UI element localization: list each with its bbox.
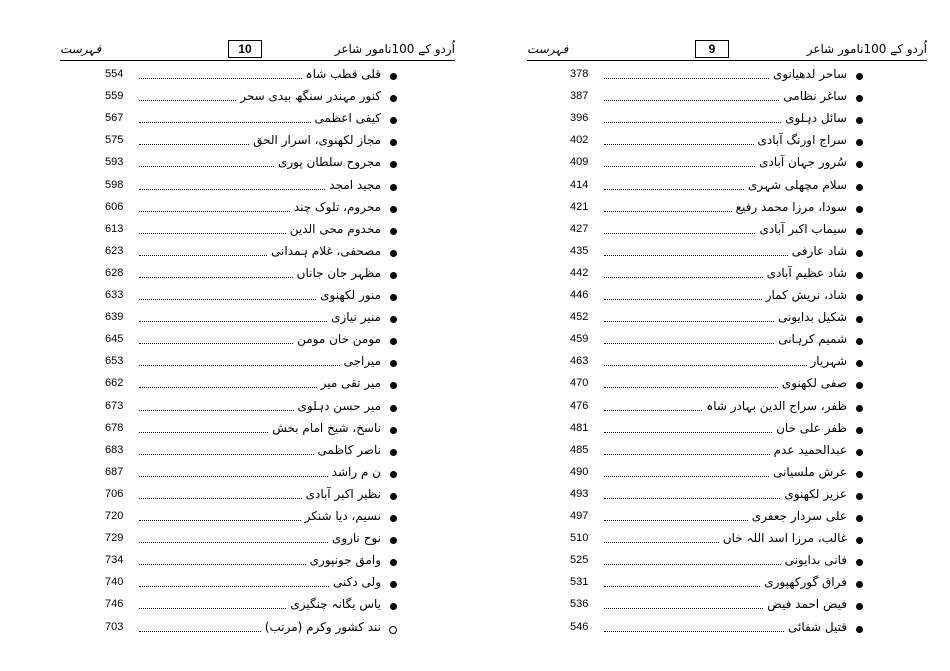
toc-entry <box>105 375 397 397</box>
bullet-icon <box>390 603 397 610</box>
section-title: فہرست <box>527 42 569 56</box>
toc-poet-name: مجروح سلطان پوری <box>277 155 381 170</box>
toc-entry <box>105 574 397 596</box>
bullet-icon <box>856 360 863 367</box>
toc-poet-name: مومن خان مومن <box>297 332 381 347</box>
toc-page-number: 442 <box>570 266 589 279</box>
toc-entry <box>570 177 863 199</box>
bullet-icon <box>856 250 863 257</box>
toc-poet-name: شاد، نریش کمار <box>765 288 847 302</box>
bullet-icon <box>856 449 863 456</box>
toc-poet-name: کیفی اعظمی <box>314 111 381 126</box>
dot-leader <box>604 100 779 101</box>
dot-leader <box>604 542 719 543</box>
bullet-icon <box>390 515 397 522</box>
bullet-icon <box>856 117 863 124</box>
dot-leader <box>604 631 784 632</box>
dot-leader <box>139 498 302 499</box>
toc-poet-name: ن م راشد <box>331 464 381 479</box>
bullet-icon <box>390 427 397 434</box>
bullet-icon <box>856 515 863 522</box>
bullet-icon <box>390 184 397 191</box>
toc-entry <box>105 552 397 574</box>
toc-page-number: 402 <box>570 134 589 147</box>
toc-page-number: 633 <box>105 289 124 301</box>
toc-page-number: 435 <box>570 244 589 257</box>
bullet-icon <box>856 338 863 345</box>
toc-entry <box>105 309 397 331</box>
toc-page-number: 567 <box>105 112 124 125</box>
toc-entry <box>105 199 397 221</box>
bullet-icon <box>390 139 397 146</box>
toc-poet-name: ناصر کاظمی <box>317 442 381 457</box>
bullet-icon <box>856 228 863 235</box>
dot-leader <box>139 476 328 477</box>
bullet-icon <box>390 405 397 412</box>
toc-page-number: 575 <box>105 134 124 147</box>
toc-page-number: 525 <box>570 554 589 567</box>
toc-poet-name: سیماب اکبر آبادی <box>759 221 847 236</box>
dot-leader <box>604 432 772 433</box>
toc-page-number: 378 <box>570 68 589 80</box>
dot-leader <box>139 586 329 587</box>
toc-entry <box>105 508 397 530</box>
toc-page-number: 387 <box>570 90 589 103</box>
toc-page-number: 606 <box>105 200 124 213</box>
toc-entry <box>570 154 863 176</box>
toc-poet-name: نوح ناروی <box>331 531 381 546</box>
dot-leader <box>604 476 769 477</box>
dot-leader <box>604 321 774 322</box>
toc-poet-name: شاد عظیم آبادی <box>766 265 847 280</box>
toc-poet-name: ساغر نظامی <box>783 89 847 104</box>
dot-leader <box>604 520 748 521</box>
toc-entry <box>105 486 397 508</box>
bullet-icon <box>856 272 863 279</box>
bullet-icon <box>856 559 863 566</box>
toc-page-number: 476 <box>570 399 589 412</box>
header-rule <box>60 60 455 61</box>
toc-entry <box>570 110 863 132</box>
dot-leader <box>604 365 807 366</box>
toc-poet-name: مظہر جان جاناں <box>296 265 381 280</box>
toc-poet-name: منور لکھنوی <box>320 288 381 302</box>
toc-page-number: 546 <box>570 620 589 633</box>
toc-page-number: 653 <box>105 355 124 368</box>
toc-page-number: 687 <box>105 465 124 478</box>
toc-poet-name: ظفر علی خان <box>776 420 847 435</box>
dot-leader <box>139 321 327 322</box>
dot-leader <box>139 189 325 190</box>
dot-leader <box>139 608 286 609</box>
toc-poet-name: ساحر لدھیانوی <box>772 67 847 81</box>
dot-leader <box>604 299 762 300</box>
dot-leader <box>139 144 249 145</box>
toc-page-number: 706 <box>105 487 124 500</box>
toc-page-number: 673 <box>105 399 124 412</box>
dot-leader <box>604 277 763 278</box>
toc-poet-name: فراق گورکھپوری <box>764 575 847 590</box>
toc-page-number: 485 <box>570 443 589 456</box>
dot-leader <box>139 365 340 366</box>
toc-poet-name: ولی دکنی <box>333 575 381 590</box>
page-number: 9 <box>695 40 729 58</box>
toc-entry <box>105 464 397 486</box>
dot-leader <box>139 432 268 433</box>
toc-page-number: 593 <box>105 156 124 169</box>
bullet-icon <box>856 471 863 478</box>
toc-poet-name: عرش ملسیانی <box>773 464 847 479</box>
dot-leader <box>139 255 267 256</box>
toc-entry <box>105 132 397 154</box>
toc-page-number: 497 <box>570 510 589 522</box>
toc-poet-name: مجاز لکھنوی، اسرار الحق <box>253 133 381 148</box>
toc-page-number: 720 <box>105 510 124 522</box>
toc-entry <box>105 265 397 287</box>
toc-entry <box>105 177 397 199</box>
dot-leader <box>604 387 778 388</box>
toc-page-number: 662 <box>105 377 124 390</box>
dot-leader <box>604 78 769 79</box>
toc-page-number: 510 <box>570 532 589 545</box>
toc-page-number: 463 <box>570 355 589 368</box>
toc-poet-name: نسیم، دیا شنکر <box>304 509 381 523</box>
toc-entry <box>570 552 863 574</box>
toc-page-number: 427 <box>570 222 589 235</box>
bullet-icon <box>390 272 397 279</box>
toc-poet-name: شکیل بدایونی <box>777 310 847 325</box>
toc-poet-name: نند کشور وکرم (مرتب) <box>264 619 381 634</box>
dot-leader <box>604 608 763 609</box>
toc-page-number: 531 <box>570 576 589 589</box>
toc-page-number: 729 <box>105 532 124 545</box>
dot-leader <box>604 564 781 565</box>
toc-entry <box>570 243 863 265</box>
bullet-icon <box>390 382 397 389</box>
toc-poet-name: فانی بدایونی <box>784 553 847 568</box>
book-title: اُردو کے 100نامور شاعر <box>334 42 455 56</box>
dot-leader <box>604 122 781 123</box>
right-page-header <box>527 38 927 60</box>
toc-page-number: 554 <box>105 68 124 80</box>
toc-page-number: 613 <box>105 222 124 235</box>
bullet-icon <box>856 603 863 610</box>
toc-entry <box>105 287 397 309</box>
toc-page-number: 409 <box>570 156 589 169</box>
toc-entry <box>105 596 397 618</box>
toc-entry <box>105 110 397 132</box>
toc-poet-name: سُرور جہان آبادی <box>759 155 847 170</box>
dot-leader <box>139 277 293 278</box>
bullet-icon <box>390 161 397 168</box>
toc-poet-name: مصحفی، غلام ہمدانی <box>271 243 381 258</box>
bullet-icon <box>390 250 397 257</box>
dot-leader <box>604 410 702 411</box>
toc-poet-name: سراج اورنگ آبادی <box>757 133 847 148</box>
toc-page-number: 459 <box>570 333 589 346</box>
toc-poet-name: قتیل شفائی <box>787 619 847 634</box>
toc-poet-name: میراجی <box>343 354 381 369</box>
toc-entry <box>570 375 863 397</box>
toc-entry <box>570 398 863 420</box>
toc-entry <box>570 88 863 110</box>
toc-poet-name: عبدالحمید عدم <box>773 442 847 457</box>
bullet-icon <box>390 559 397 566</box>
toc-entry <box>105 420 397 442</box>
toc-poet-name: نظیر اکبر آبادی <box>305 486 381 501</box>
toc-poet-name: سلام مچھلی شہری <box>747 177 847 192</box>
toc-entry <box>105 530 397 552</box>
bullet-icon <box>390 228 397 235</box>
dot-leader <box>139 122 311 123</box>
bullet-icon <box>856 161 863 168</box>
bullet-icon <box>856 626 863 633</box>
dot-leader <box>139 410 294 411</box>
toc-entry <box>570 353 863 375</box>
toc-poet-name: عزیز لکھنوی <box>784 486 847 501</box>
toc-poet-name: سائل دہلوی <box>785 111 847 126</box>
dot-leader <box>139 166 274 167</box>
toc-entry <box>570 530 863 552</box>
toc-page-number: 628 <box>105 266 124 279</box>
toc-poet-name: وامق جونپوری <box>309 553 381 568</box>
toc-poet-name: شمیم کرہانی <box>778 332 847 347</box>
bullet-icon <box>390 338 397 345</box>
dot-leader <box>139 454 314 455</box>
dot-leader <box>604 166 755 167</box>
toc-page-number: 740 <box>105 576 124 589</box>
bullet-icon <box>390 493 397 500</box>
toc-poet-name: قلی قطب شاہ <box>305 67 381 81</box>
bullet-icon <box>390 449 397 456</box>
toc-poet-name: شاد عارفی <box>791 243 847 258</box>
toc-poet-name: منیر نیازی <box>331 310 381 325</box>
toc-poet-name: مخدوم محی الدین <box>289 221 381 236</box>
hollow-bullet-icon <box>389 626 397 634</box>
toc-entry <box>105 619 397 641</box>
dot-leader <box>604 255 788 256</box>
toc-entry <box>105 331 397 353</box>
dot-leader <box>139 631 261 632</box>
toc-page-number: 683 <box>105 443 124 456</box>
bullet-icon <box>390 316 397 323</box>
bullet-icon <box>390 117 397 124</box>
toc-poet-name: میر تقی میر <box>320 376 381 391</box>
header-rule <box>527 60 927 61</box>
dot-leader <box>604 498 780 499</box>
dot-leader <box>604 586 760 587</box>
bullet-icon <box>390 206 397 213</box>
toc-page-number: 493 <box>570 487 589 500</box>
dot-leader <box>604 343 774 344</box>
bullet-icon <box>390 537 397 544</box>
toc-poet-name: علی سردار جعفری <box>751 509 847 523</box>
toc-poet-name: ظفر، سراج الدین بہادر شاہ <box>706 398 847 413</box>
toc-poet-name: کنور مہندر سنگھ بیدی سحر <box>240 89 381 104</box>
toc-entry <box>570 508 863 530</box>
page-number: 10 <box>228 40 262 58</box>
bullet-icon <box>856 537 863 544</box>
toc-page-number: 490 <box>570 465 589 478</box>
bullet-icon <box>856 405 863 412</box>
dot-leader <box>604 211 732 212</box>
toc-entry <box>570 331 863 353</box>
dot-leader <box>604 189 744 190</box>
toc-poet-name: ناسخ، شیخ امام بخش <box>272 420 381 435</box>
left-page-header <box>60 38 455 60</box>
toc-entry <box>570 442 863 464</box>
toc-entry <box>570 265 863 287</box>
toc-page-number: 559 <box>105 90 124 103</box>
toc-poet-name: شہریار <box>810 354 847 369</box>
toc-poet-name: میر حسن دہلوی <box>297 398 381 413</box>
bullet-icon <box>856 427 863 434</box>
toc-entry <box>570 574 863 596</box>
toc-poet-name: فیض احمد فیض <box>767 597 847 612</box>
toc-page-number: 598 <box>105 178 124 191</box>
dot-leader <box>139 387 317 388</box>
toc-entry <box>105 221 397 243</box>
bullet-icon <box>856 184 863 191</box>
bullet-icon <box>390 360 397 367</box>
toc-entry <box>570 221 863 243</box>
toc-page-number: 623 <box>105 244 124 257</box>
toc-entry <box>105 353 397 375</box>
toc-entry <box>570 132 863 154</box>
toc-page-number: 446 <box>570 289 589 301</box>
dot-leader <box>139 78 302 79</box>
bullet-icon <box>390 294 397 301</box>
dot-leader <box>139 100 236 101</box>
toc-entry <box>105 398 397 420</box>
dot-leader <box>139 233 286 234</box>
toc-entry <box>570 464 863 486</box>
toc-entry <box>105 88 397 110</box>
section-title: فہرست <box>60 42 102 56</box>
dot-leader <box>139 564 306 565</box>
toc-entry <box>570 619 863 641</box>
toc-entry <box>570 287 863 309</box>
toc-poet-name: سودا، مرزا محمد رفیع <box>735 199 847 214</box>
toc-page-number: 746 <box>105 598 124 611</box>
bullet-icon <box>856 139 863 146</box>
toc-page-number: 734 <box>105 554 124 567</box>
bullet-icon <box>390 95 397 102</box>
bullet-icon <box>856 316 863 323</box>
toc-page-number: 678 <box>105 421 124 434</box>
toc-entry <box>570 420 863 442</box>
bullet-icon <box>856 206 863 213</box>
toc-poet-name: یاس یگانہ چنگیزی <box>290 597 381 612</box>
right-page <box>475 0 950 671</box>
dot-leader <box>139 343 293 344</box>
dot-leader <box>604 454 770 455</box>
dot-leader <box>604 233 755 234</box>
toc-entry <box>570 199 863 221</box>
dot-leader <box>139 299 316 300</box>
dot-leader <box>139 211 290 212</box>
toc-page-number: 421 <box>570 200 589 213</box>
toc-page-number: 703 <box>105 620 124 633</box>
bullet-icon <box>390 73 397 80</box>
bullet-icon <box>856 73 863 80</box>
toc-entry <box>105 66 397 88</box>
toc-entry <box>570 309 863 331</box>
toc-page-number: 396 <box>570 112 589 125</box>
toc-poet-name: صفی لکھنوی <box>781 376 847 391</box>
bullet-icon <box>390 581 397 588</box>
toc-page-number: 481 <box>570 421 589 434</box>
toc-page-number: 414 <box>570 178 589 191</box>
toc-poet-name: غالب، مرزا اسد اللہ خاں <box>722 531 847 546</box>
toc-poet-name: مجید امجد <box>329 177 381 192</box>
bullet-icon <box>856 294 863 301</box>
toc-page-number: 645 <box>105 333 124 346</box>
toc-poet-name: محروم، تلوک چند <box>293 199 381 214</box>
book-title: اُردو کے 100نامور شاعر <box>806 42 927 56</box>
toc-entry <box>570 486 863 508</box>
bullet-icon <box>856 95 863 102</box>
dot-leader <box>604 144 754 145</box>
bullet-icon <box>856 581 863 588</box>
bullet-icon <box>856 382 863 389</box>
toc-entry <box>570 66 863 88</box>
bullet-icon <box>390 471 397 478</box>
toc-entry <box>105 442 397 464</box>
toc-page-number: 470 <box>570 377 589 390</box>
toc-page-number: 452 <box>570 311 589 324</box>
toc-page-number: 536 <box>570 598 589 611</box>
toc-page-number: 639 <box>105 311 124 324</box>
dot-leader <box>139 542 328 543</box>
toc-entry <box>570 596 863 618</box>
toc-entry <box>105 243 397 265</box>
dot-leader <box>139 520 301 521</box>
bullet-icon <box>856 493 863 500</box>
toc-entry <box>105 154 397 176</box>
